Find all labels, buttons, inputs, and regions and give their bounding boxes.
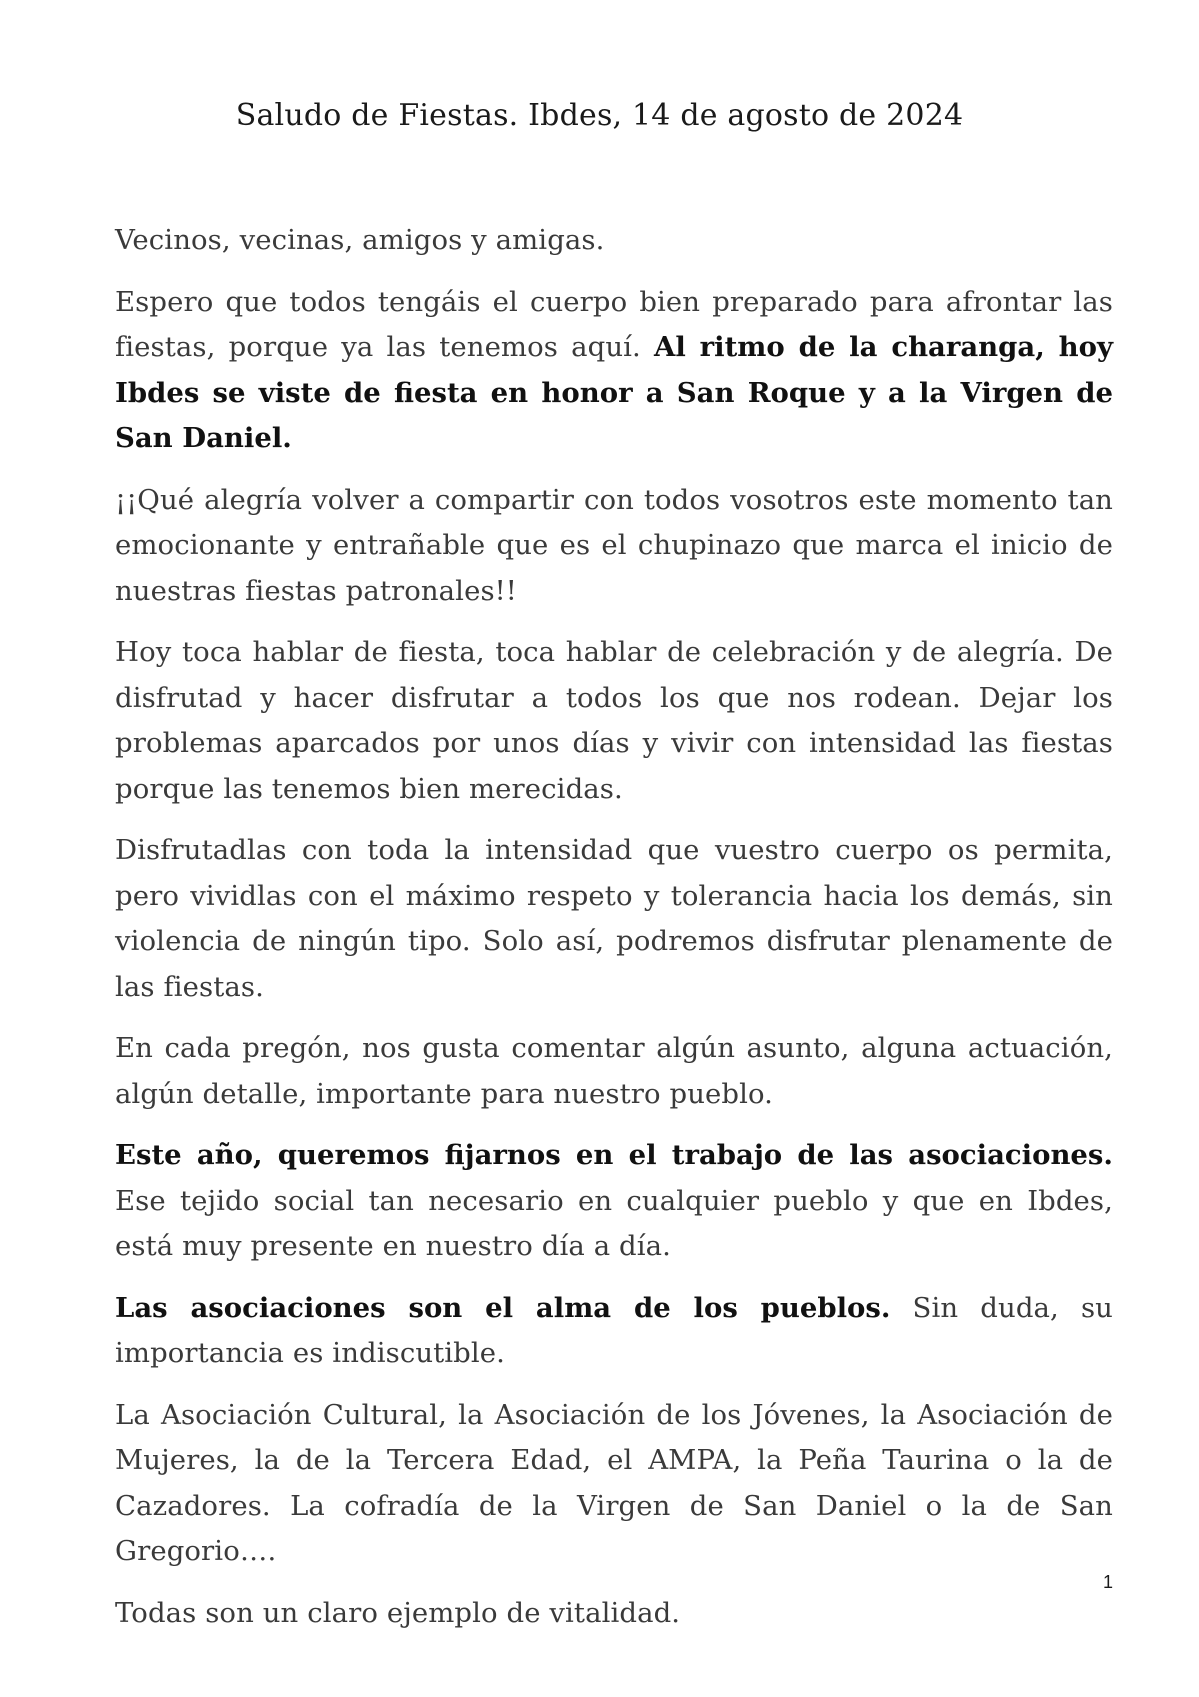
paragraph-text: En cada pregón, nos gusta comentar algún asunto, alguna actuación, algún detalle, importante para nuestro pueblo. — [115, 1032, 1113, 1110]
paragraph-respect — [115, 828, 1113, 1010]
paragraph-soul — [115, 1286, 1113, 1377]
page-number: 1 — [1102, 1572, 1113, 1592]
paragraph-bold-text: Las asociaciones son el alma de los pueblos. — [115, 1291, 891, 1324]
paragraph-text: La Asociación Cultural, la Asociación de los Jóvenes, la Asociación de Mujeres, la de la Tercera Edad, el AMPA, la Peña Taurina o la de Cazadores. La cofradía de la Virgen de San Daniel o la de San Gregorio…. — [115, 1398, 1113, 1567]
paragraph-text: Todas son un claro ejemplo de vitalidad. — [115, 1596, 681, 1629]
paragraph-intro — [115, 280, 1113, 462]
paragraph-celebration — [115, 630, 1113, 812]
paragraph-greeting — [115, 218, 1113, 264]
page-title: Saludo de Fiestas. Ibdes, 14 de agosto de 2024 — [235, 98, 964, 133]
paragraph-bold-text: Este año, queremos fijarnos en el trabajo de las asociaciones. — [115, 1139, 1113, 1171]
paragraph-text: Disfrutadlas con toda la intensidad que vuestro cuerpo os permita, pero vividlas con el máximo respeto y tolerancia hacia los demás, sin violencia de ningún tipo. Solo así, podremos disfrutar plenamente de las fiestas. — [115, 834, 1113, 1003]
paragraph-list-associations — [115, 1393, 1113, 1575]
paragraph-chupinazo — [115, 478, 1113, 615]
paragraph-vitality — [115, 1591, 1113, 1637]
paragraph-text: Hoy toca hablar de fiesta, toca hablar de celebración y de alegría. De disfrutad y hacer disfrutar a todos los que nos rodean. Dejar los problemas aparcados por unos días y vivir con intensidad las fiestas porque las tenemos bien merecidas. — [115, 636, 1113, 805]
document-body — [115, 218, 1113, 1652]
paragraph-pregon — [115, 1026, 1113, 1117]
paragraph-text: Espero que todos tengáis el cuerpo bien preparado para afrontar las fiestas, porque ya las tenemos aquí. — [115, 285, 1113, 363]
paragraph-text: Ese tejido social tan necesario en cualquier pueblo y que en Ibdes, está muy presente en nuestro día a día. — [115, 1184, 1113, 1262]
paragraph-text: ¡¡Qué alegría volver a compartir con todos vosotros este momento tan emocionante y entrañable que es el chupinazo que marca el inicio de nuestras fiestas patronales!! — [115, 483, 1113, 607]
paragraph-text: Sin duda, su importancia es indiscutible. — [115, 1291, 1113, 1369]
paragraph-bold-text: Al ritmo de la charanga, hoy Ibdes se viste de fiesta en honor a San Roque y a la Virgen de San Daniel. — [115, 331, 1113, 454]
paragraph-text: Vecinos, vecinas, amigos y amigas. — [115, 224, 605, 256]
paragraph-associations — [115, 1133, 1113, 1270]
